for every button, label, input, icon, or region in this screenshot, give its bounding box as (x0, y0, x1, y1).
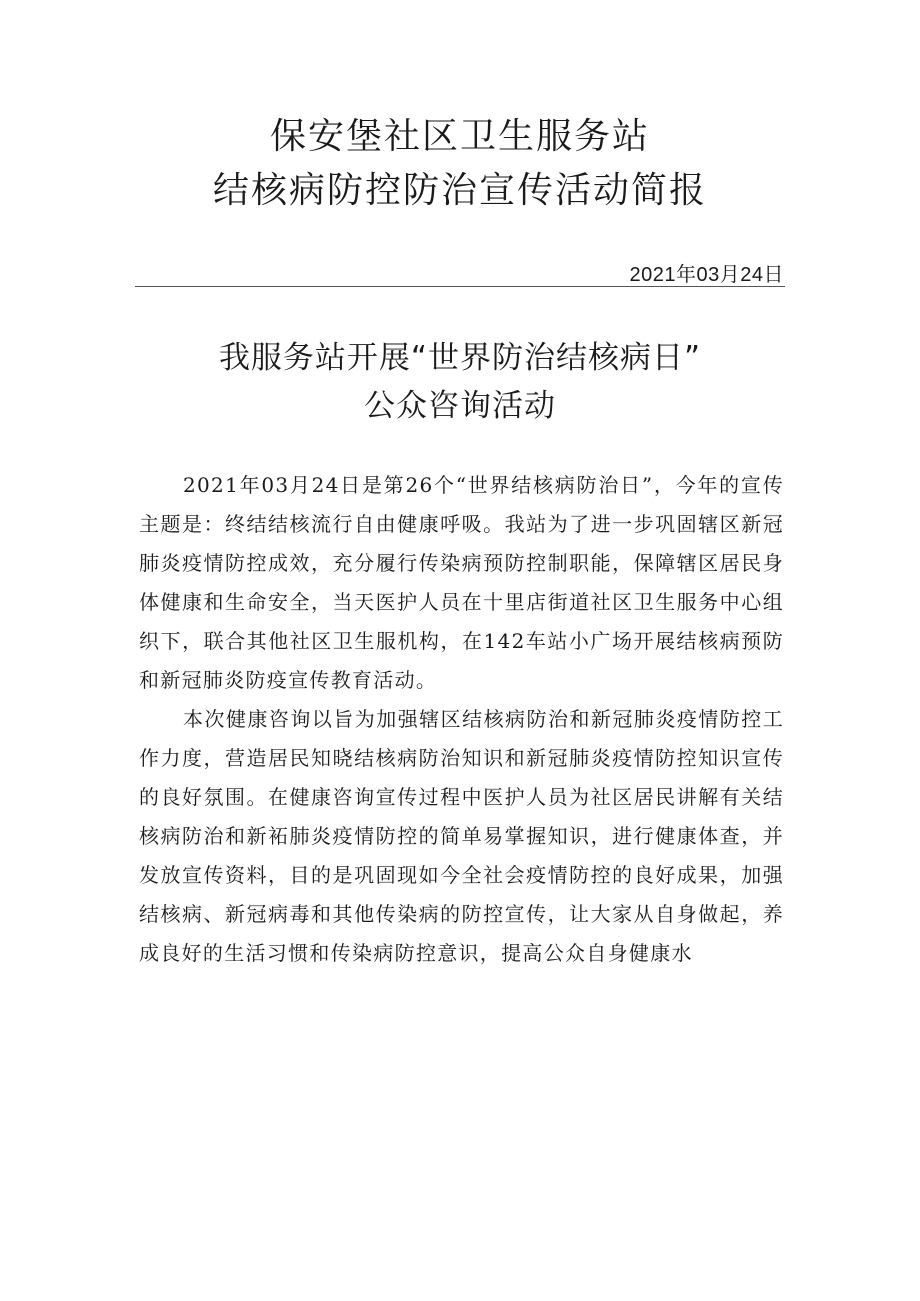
article-body (139, 466, 784, 973)
header-divider (135, 286, 785, 287)
paragraph-2: 本次健康咨询以旨为加强辖区结核病防治和新冠肺炎疫情防控工作力度，营造居民知晓结核病防治知识和新冠肺炎疫情防控知识宣传的良好氛围。在健康咨询宣传过程中医护人员为社区居民讲解有关结核病防治和新袥肺炎疫情防控的简单易掌握知识，进行健康体查，并发放宣传资料，目的是巩固现如今全社会疫情防控的良好成果，加强结核病、新冠病毒和其他传染病的防控宣传，让大家从自身做起，养成良好的生活习惯和传染病防控意识，提高公众自身健康水 (139, 707, 784, 965)
paragraph-1: 2021年03月24日是第26个“世界结核病防治日”，今年的宣传主题是：终结结核流行自由健康呼吸。我站为了进一步巩固辖区新冠肺炎疫情防控成效，充分履行传染病预防控制职能，保障辖区居民身体健康和生命安全，当天医护人员在十里店街道社区卫生服务中心组织下，联合其他社区卫生服机构，在142车站小广场开展结核病预防和新冠肺炎防疫宣传教育活动。 (139, 473, 784, 692)
organization-name: 保安堡社区卫生服务站 (269, 116, 650, 157)
headline-line-1: 我服务站开展“世界防治结核病日” (218, 340, 702, 376)
report-title: 结核病防控防治宣传活动简报 (212, 170, 707, 211)
report-date: 2021年03月24日 (629, 264, 784, 286)
headline-line-2: 公众咨询活动 (364, 388, 556, 424)
